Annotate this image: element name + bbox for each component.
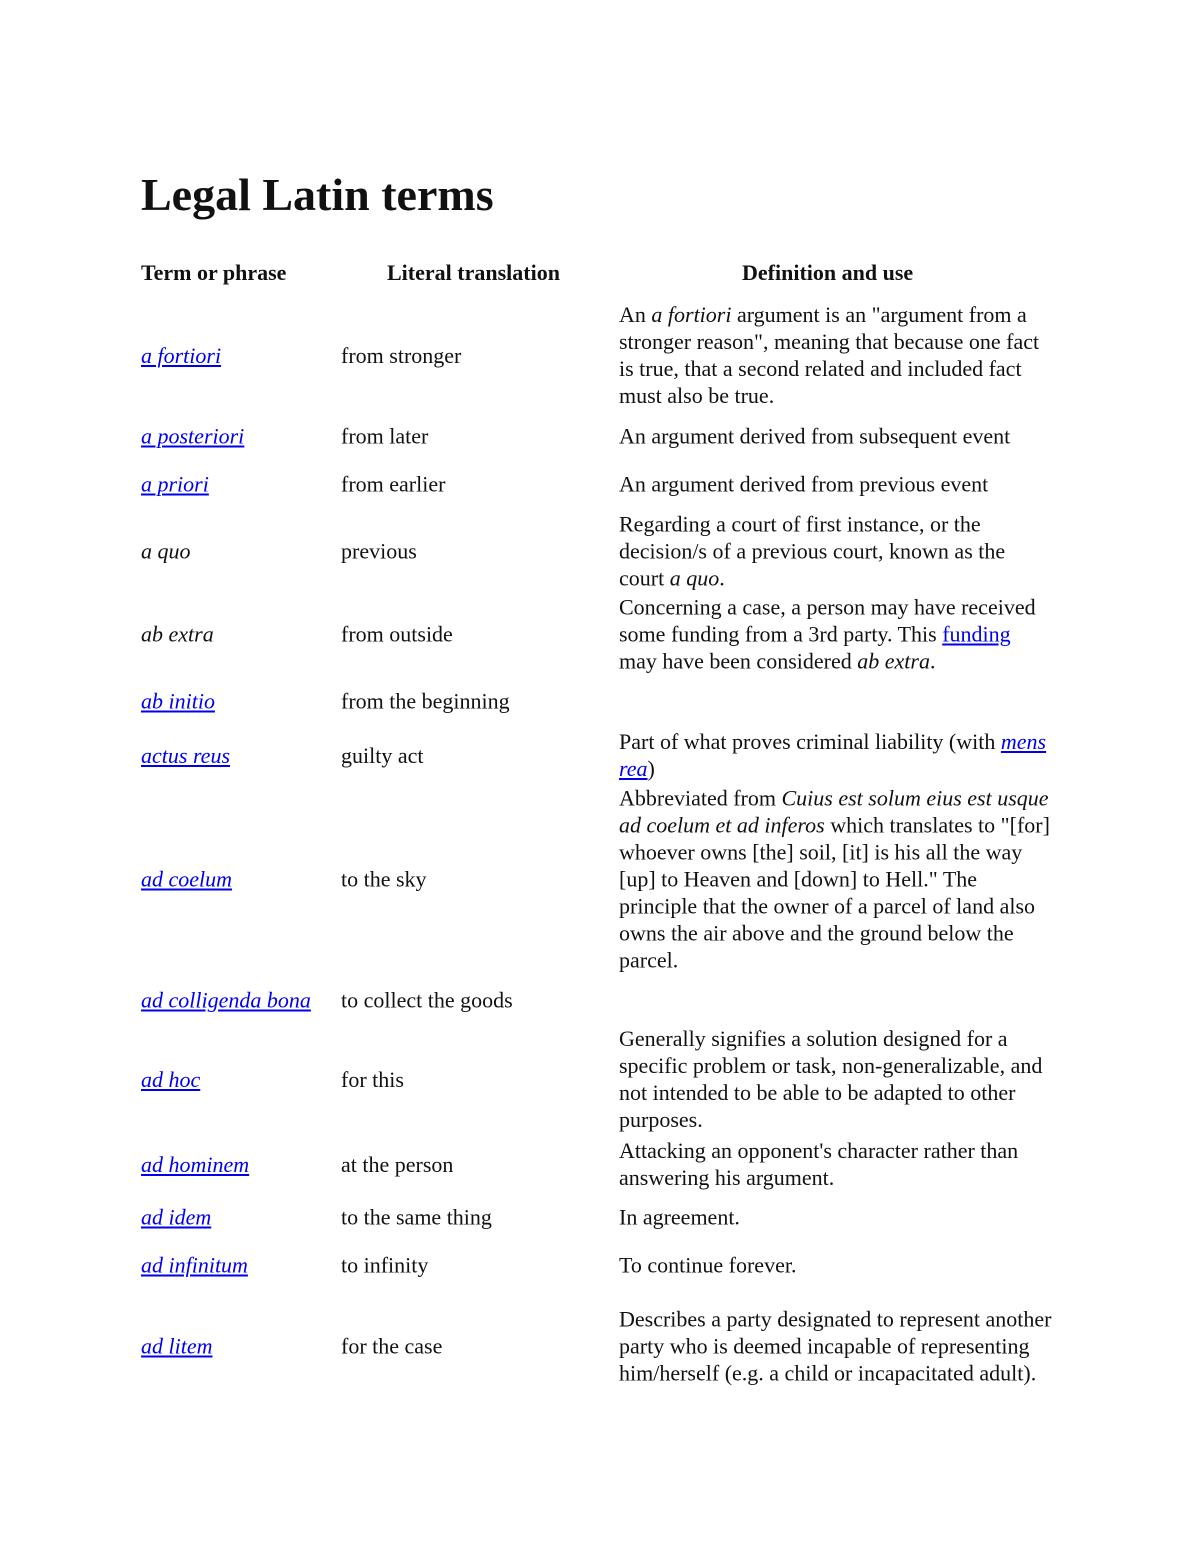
translation-cell: for this (341, 1066, 404, 1092)
definition-text: a quo (669, 565, 720, 591)
translation-cell: to collect the goods (341, 987, 513, 1013)
definition-text: . (929, 648, 936, 674)
definition-cell (619, 785, 1054, 974)
definition-text: argument is an "argument from a stronger reason", meaning that because one fact is true, that a second related and included fact must also be true. (619, 302, 1040, 408)
table-row (141, 301, 1061, 409)
term-text: a quo (141, 538, 191, 564)
page-title: Legal Latin terms (141, 169, 494, 220)
definition-link[interactable]: mens rea (619, 729, 1047, 781)
definition-cell (619, 301, 1054, 409)
translation-cell: from the beginning (341, 688, 510, 714)
term-link[interactable]: a fortiori (141, 342, 222, 368)
translation-cell: to the same thing (341, 1204, 492, 1230)
table-row (141, 423, 1061, 450)
table-row (141, 471, 1061, 498)
table-row (141, 1204, 1061, 1231)
definition-text: Attacking an opponent's character rather than answering his argument. (619, 1138, 1019, 1190)
table-row (141, 1137, 1061, 1191)
table-row (141, 688, 1061, 715)
definition-text: An argument derived from previous event (619, 471, 989, 497)
column-header-definition: Definition and use (742, 260, 914, 285)
translation-cell: from later (341, 423, 429, 449)
definition-cell (619, 1204, 1054, 1231)
definition-text: In agreement. (619, 1204, 740, 1230)
definition-cell (619, 728, 1054, 782)
term-link[interactable]: ad colligenda bona (141, 987, 311, 1013)
translation-cell: at the person (341, 1151, 454, 1177)
table-row (141, 785, 1061, 974)
definition-text: Abbreviated from (619, 785, 782, 811)
definition-link[interactable]: funding (942, 621, 1011, 647)
translation-cell: guilty act (341, 742, 424, 768)
definition-text: An (619, 302, 652, 327)
definition-cell (619, 423, 1054, 450)
term-link[interactable]: ad hominem (141, 1151, 250, 1177)
definition-text: Part of what proves criminal liability (with (619, 729, 1001, 754)
translation-cell: from outside (341, 621, 453, 647)
table-row (141, 1306, 1061, 1387)
term-link[interactable]: a priori (141, 471, 209, 497)
translation-cell: previous (341, 538, 417, 564)
term-link[interactable]: ad idem (141, 1204, 212, 1230)
definition-cell (619, 594, 1054, 675)
column-header-term: Term or phrase (141, 260, 287, 285)
term-link[interactable]: ad coelum (141, 866, 233, 892)
definition-text: which translates to "[for] whoever owns [the] soil, [it] is his all the way [up] to Heaven and [down] to Hell." The principle that the owner of a parcel of land also owns the air above and the ground below the parcel. (619, 812, 1050, 973)
definition-text: may have been considered (619, 648, 858, 674)
definition-text: ab extra (857, 648, 930, 674)
translation-cell: to infinity (341, 1252, 429, 1278)
table-row (141, 1252, 1061, 1279)
definition-text: To continue forever. (619, 1252, 797, 1278)
table-row (141, 594, 1061, 675)
column-header-translation: Literal translation (387, 260, 560, 285)
table-row (141, 728, 1061, 782)
translation-cell: from earlier (341, 471, 446, 497)
term-link[interactable]: actus reus (141, 742, 231, 768)
definition-text: Generally signifies a solution designed for a specific problem or task, non-generalizable, and not intended to be able to be adapted to other purposes. (619, 1026, 1043, 1132)
definition-text: Regarding a court of first instance, or the decision/s of a previous court, known as the court (619, 511, 1006, 591)
definition-text: Describes a party designated to represent another party who is deemed incapable of representing him/herself (e.g. a child or incapacitated adult). (619, 1306, 1052, 1386)
definition-text: Cuius est solum eius est usque ad coelum et ad inferos (619, 785, 1049, 838)
table-row (141, 511, 1061, 592)
term-text: ab extra (141, 621, 214, 647)
definition-cell (619, 511, 1054, 592)
definition-text: ) (647, 756, 655, 781)
translation-cell: to the sky (341, 866, 427, 892)
term-link[interactable]: ab initio (141, 688, 215, 714)
term-link[interactable]: a posteriori (141, 423, 245, 449)
term-link[interactable]: ad infinitum (141, 1252, 248, 1278)
definition-cell (619, 1252, 1054, 1279)
table-row (141, 1025, 1061, 1133)
translation-cell: for the case (341, 1333, 443, 1359)
term-link[interactable]: ad hoc (141, 1066, 201, 1092)
definition-cell (619, 1137, 1054, 1191)
table-row (141, 987, 1061, 1014)
definition-text: . (719, 565, 725, 591)
definition-cell (619, 1025, 1054, 1133)
definition-cell (619, 1306, 1054, 1387)
term-link[interactable]: ad litem (141, 1333, 213, 1359)
definition-text: a fortiori (651, 302, 732, 327)
definition-text: An argument derived from subsequent event (619, 423, 1011, 449)
translation-cell: from stronger (341, 342, 462, 368)
definition-cell (619, 471, 1054, 498)
definition-text: Concerning a case, a person may have received some funding from a 3rd party. This (619, 594, 1036, 647)
